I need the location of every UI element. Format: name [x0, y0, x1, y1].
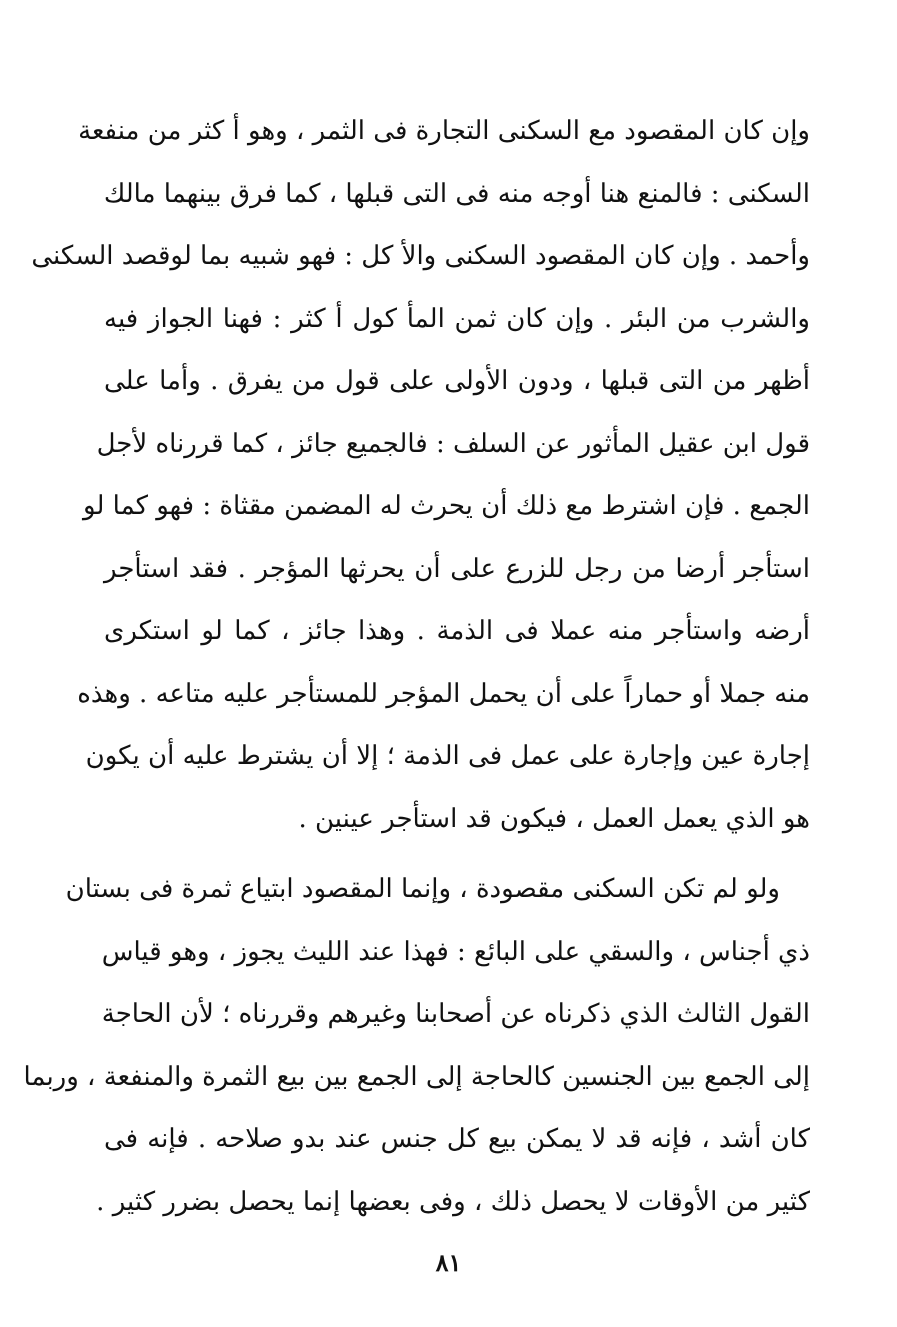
text-line: الجمع . فإن اشترط مع ذلك أن يحرث له المضمن مقثاة : فهو كما لو	[83, 491, 810, 521]
text-line: ذي أجناس ، والسقي على البائع : فهذا عند الليث يجوز ، وهو قياس	[101, 936, 810, 967]
text-line: إجارة عين وإجارة على عمل فى الذمة ؛ إلا أن يشترط عليه أن يكون	[85, 741, 810, 771]
text-line: ولو لم تكن السكنى مقصودة ، وإنما المقصود ابتياع ثمرة فى بستان	[65, 874, 780, 904]
text-line: استأجر أرضا من رجل للزرع على أن يحرثها المؤجر . فقد استأجر	[104, 553, 810, 584]
paragraph-2	[23, 858, 810, 1233]
text-line: وأحمد . وإن كان المقصود السكنى والأ كل : فهو شبيه بما لوقصد السكنى	[31, 241, 810, 271]
paragraph-1	[31, 100, 810, 850]
text-line: أرضه واستأجر منه عملا فى الذمة . وهذا جائز ، كما لو استكرى	[104, 616, 810, 646]
text-line: وإن كان المقصود مع السكنى التجارة فى الثمر ، وهو أ كثر من منفعة	[78, 116, 810, 146]
text-line: قول ابن عقيل المأثور عن السلف : فالجميع جائز ، كما قررناه لأجل	[96, 428, 810, 459]
page-number: ٨١	[435, 1248, 462, 1277]
text-line: والشرب من البئر . وإن كان ثمن المأ كول أ كثر : فهنا الجواز فيه	[104, 303, 810, 334]
text-line: كان أشد ، فإنه قد لا يمكن بيع كل جنس عند بدو صلاحه . فإنه فى	[104, 1124, 810, 1154]
text-line: السكنى : فالمنع هنا أوجه منه فى التى قبلها ، كما فرق بينهما مالك	[103, 178, 810, 209]
text-line: كثير من الأوقات لا يحصل ذلك ، وفى بعضها إنما يحصل بضرر كثير .	[96, 1186, 810, 1217]
text-line: منه جملا أو حماراً على أن يحمل المؤجر للمستأجر عليه متاعه . وهذه	[77, 678, 810, 709]
text-line: أظهر من التى قبلها ، ودون الأولى على قول من يفرق . وأما على	[104, 366, 810, 396]
text-line: القول الثالث الذي ذكرناه عن أصحابنا وغيرهم وقررناه ؛ لأن الحاجة	[101, 999, 810, 1029]
text-line: هو الذي يعمل العمل ، فيكون قد استأجر عينين .	[298, 803, 810, 834]
text-line: إلى الجمع بين الجنسين كالحاجة إلى الجمع بين بيع الثمرة والمنفعة ، وربما	[23, 1061, 810, 1092]
